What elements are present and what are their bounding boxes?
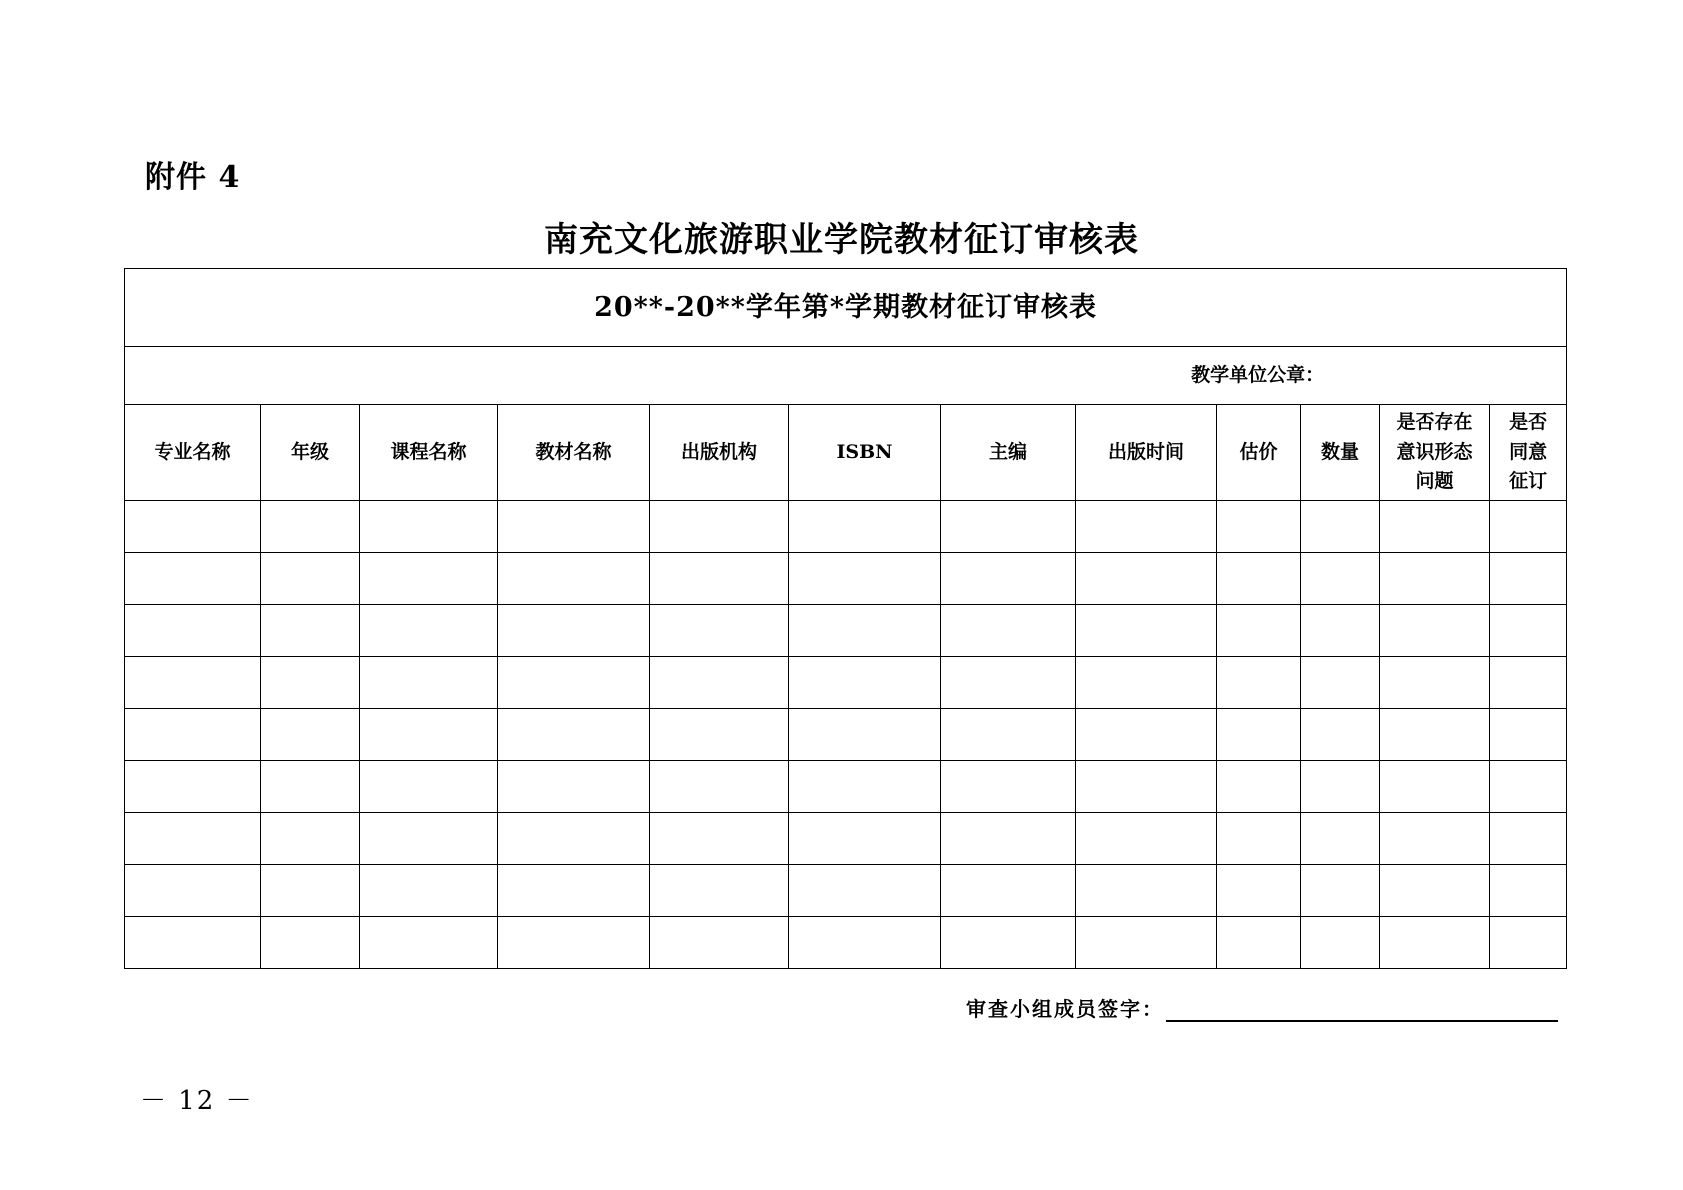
table-cell[interactable] — [650, 657, 789, 709]
table-cell[interactable] — [650, 865, 789, 917]
table-cell[interactable] — [1490, 709, 1567, 761]
table-cell[interactable] — [1490, 553, 1567, 605]
table-cell[interactable] — [498, 605, 650, 657]
column-header: 出版机构 — [650, 405, 789, 501]
table-row — [125, 761, 1567, 813]
table-row — [125, 553, 1567, 605]
table-cell[interactable] — [789, 605, 941, 657]
table-cell[interactable] — [125, 553, 261, 605]
table-cell[interactable] — [261, 709, 360, 761]
table-cell[interactable] — [789, 917, 941, 969]
table-cell[interactable] — [1380, 501, 1490, 553]
column-header: 数量 — [1301, 405, 1380, 501]
table-cell[interactable] — [1076, 709, 1217, 761]
table-cell[interactable] — [1301, 501, 1380, 553]
signature-label: 审查小组成员签字： — [966, 997, 1164, 1021]
table-cell[interactable] — [125, 917, 261, 969]
table-cell[interactable] — [789, 709, 941, 761]
table-cell[interactable] — [650, 553, 789, 605]
table-cell[interactable] — [498, 761, 650, 813]
signature-field[interactable] — [1166, 996, 1558, 1022]
table-cell[interactable] — [1217, 501, 1301, 553]
table-cell[interactable] — [261, 813, 360, 865]
table-cell[interactable] — [360, 605, 498, 657]
table-cell[interactable] — [261, 657, 360, 709]
column-header: 课程名称 — [360, 405, 498, 501]
table-cell[interactable] — [125, 657, 261, 709]
signature-area — [966, 993, 1558, 1022]
table-cell[interactable] — [1301, 657, 1380, 709]
stamp-row — [125, 347, 1567, 405]
table-row — [125, 501, 1567, 553]
form-frame — [124, 268, 1566, 969]
table-cell[interactable] — [1217, 709, 1301, 761]
table-cell[interactable] — [789, 761, 941, 813]
table-cell[interactable] — [1076, 501, 1217, 553]
page-number: － 12 － — [140, 1086, 254, 1116]
table-cell[interactable] — [360, 657, 498, 709]
table-row — [125, 709, 1567, 761]
table-cell[interactable] — [1076, 865, 1217, 917]
table-header-row — [125, 405, 1567, 501]
column-header: 主编 — [941, 405, 1076, 501]
table-cell[interactable] — [1380, 865, 1490, 917]
table-cell[interactable] — [261, 761, 360, 813]
table-cell[interactable] — [1076, 605, 1217, 657]
table-cell[interactable] — [1301, 813, 1380, 865]
column-header: 年级 — [261, 405, 360, 501]
table-row — [125, 813, 1567, 865]
table-cell[interactable] — [650, 917, 789, 969]
table-cell[interactable] — [1217, 917, 1301, 969]
table-cell[interactable] — [498, 553, 650, 605]
table-cell[interactable] — [360, 553, 498, 605]
column-header: 出版时间 — [1076, 405, 1217, 501]
stamp-label: 教学单位公章： — [125, 347, 1567, 405]
table-cell[interactable] — [941, 761, 1076, 813]
table-cell[interactable] — [1490, 917, 1567, 969]
table-cell[interactable] — [941, 917, 1076, 969]
table-cell[interactable] — [125, 865, 261, 917]
form-subtitle: 20**-20**学年第*学期教材征订审核表 — [125, 269, 1567, 347]
table-cell[interactable] — [360, 917, 498, 969]
table-cell[interactable] — [1490, 501, 1567, 553]
table-cell[interactable] — [1490, 865, 1567, 917]
column-header: 是否 同意 征订 — [1490, 405, 1567, 501]
table-cell[interactable] — [1076, 657, 1217, 709]
table-cell[interactable] — [1217, 761, 1301, 813]
table-row — [125, 605, 1567, 657]
table-cell[interactable] — [941, 709, 1076, 761]
table-cell[interactable] — [360, 501, 498, 553]
table-cell[interactable] — [261, 865, 360, 917]
table-cell[interactable] — [941, 605, 1076, 657]
table-cell[interactable] — [1380, 917, 1490, 969]
table-cell[interactable] — [1217, 865, 1301, 917]
table-cell[interactable] — [360, 761, 498, 813]
main-title: 南充文化旅游职业学院教材征订审核表 — [544, 220, 1139, 260]
table-cell[interactable] — [789, 813, 941, 865]
table-cell[interactable] — [498, 501, 650, 553]
table-cell[interactable] — [1380, 813, 1490, 865]
order-review-table — [124, 268, 1567, 969]
table-cell[interactable] — [125, 761, 261, 813]
table-cell[interactable] — [498, 813, 650, 865]
table-cell[interactable] — [261, 501, 360, 553]
attachment-label: 附件 4 — [145, 160, 241, 195]
table-cell[interactable] — [1076, 553, 1217, 605]
table-row — [125, 657, 1567, 709]
table-cell[interactable] — [125, 709, 261, 761]
table-cell[interactable] — [1301, 865, 1380, 917]
table-cell[interactable] — [1380, 553, 1490, 605]
table-cell[interactable] — [1490, 605, 1567, 657]
table-cell[interactable] — [1217, 813, 1301, 865]
table-cell[interactable] — [1490, 813, 1567, 865]
table-cell[interactable] — [1217, 657, 1301, 709]
column-header: 是否存在 意识形态 问题 — [1380, 405, 1490, 501]
table-cell[interactable] — [1076, 917, 1217, 969]
column-header: 专业名称 — [125, 405, 261, 501]
table-cell[interactable] — [261, 917, 360, 969]
table-cell[interactable] — [1217, 553, 1301, 605]
table-cell[interactable] — [498, 917, 650, 969]
table-cell[interactable] — [1490, 657, 1567, 709]
table-cell[interactable] — [1301, 553, 1380, 605]
table-row — [125, 865, 1567, 917]
table-cell[interactable] — [498, 865, 650, 917]
table-row — [125, 917, 1567, 969]
table-cell[interactable] — [941, 553, 1076, 605]
table-cell[interactable] — [941, 657, 1076, 709]
table-cell[interactable] — [125, 813, 261, 865]
table-cell[interactable] — [1301, 709, 1380, 761]
table-cell[interactable] — [1380, 605, 1490, 657]
table-cell[interactable] — [1301, 761, 1380, 813]
table-cell[interactable] — [650, 761, 789, 813]
column-header: 估价 — [1217, 405, 1301, 501]
table-cell[interactable] — [125, 501, 261, 553]
table-cell[interactable] — [650, 813, 789, 865]
table-cell[interactable] — [1076, 813, 1217, 865]
table-cell[interactable] — [261, 553, 360, 605]
table-cell[interactable] — [360, 709, 498, 761]
subtitle-row — [125, 269, 1567, 347]
column-header: 教材名称 — [498, 405, 650, 501]
table-cell[interactable] — [125, 605, 261, 657]
table-cell[interactable] — [650, 709, 789, 761]
table-body — [125, 501, 1567, 969]
column-header: ISBN — [789, 405, 941, 501]
table-cell[interactable] — [498, 657, 650, 709]
table-cell[interactable] — [789, 501, 941, 553]
table-cell[interactable] — [1301, 917, 1380, 969]
table-cell[interactable] — [941, 501, 1076, 553]
table-cell[interactable] — [789, 865, 941, 917]
table-cell[interactable] — [1490, 761, 1567, 813]
table-cell[interactable] — [1076, 761, 1217, 813]
table-cell[interactable] — [1380, 657, 1490, 709]
table-cell[interactable] — [1217, 605, 1301, 657]
table-cell[interactable] — [360, 813, 498, 865]
table-cell[interactable] — [650, 605, 789, 657]
table-cell[interactable] — [498, 709, 650, 761]
table-cell[interactable] — [261, 605, 360, 657]
table-cell[interactable] — [360, 865, 498, 917]
table-cell[interactable] — [941, 865, 1076, 917]
table-cell[interactable] — [1301, 605, 1380, 657]
table-cell[interactable] — [789, 553, 941, 605]
table-cell[interactable] — [941, 813, 1076, 865]
table-cell[interactable] — [1380, 761, 1490, 813]
table-cell[interactable] — [650, 501, 789, 553]
table-cell[interactable] — [1380, 709, 1490, 761]
table-cell[interactable] — [789, 657, 941, 709]
